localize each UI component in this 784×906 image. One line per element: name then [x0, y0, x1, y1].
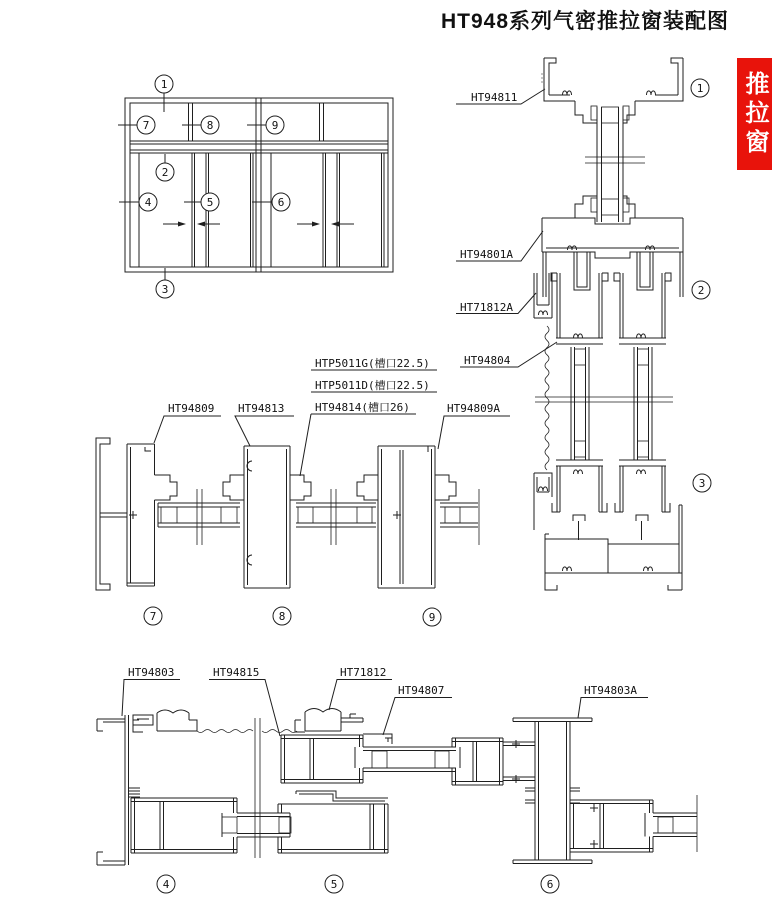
part-label-ht94801a: HT94801A [460, 248, 513, 261]
balloon-6 [541, 875, 559, 893]
leader-ht71812 [329, 680, 392, 711]
balloon-3 [156, 280, 174, 298]
svg-text:9: 9 [271, 119, 279, 132]
svg-text:3: 3 [161, 283, 169, 296]
glass-spacer [602, 107, 619, 123]
svg-text:6: 6 [546, 878, 554, 891]
jamb-profile-ht94809 [96, 438, 177, 590]
part-label-htp5011g: HTP5011G(槽口22.5) [315, 357, 430, 370]
balloon-9 [266, 116, 284, 134]
sash-box-d5-bottom [278, 804, 388, 853]
elevation-frame [125, 98, 393, 272]
balloon-5 [325, 875, 343, 893]
leader-ht94815 [209, 680, 280, 737]
svg-text:4: 4 [144, 196, 152, 209]
svg-text:2: 2 [697, 284, 705, 297]
part-label-ht94807: HT94807 [398, 684, 445, 697]
svg-text:8: 8 [278, 610, 286, 623]
part-label-ht94803a: HT94803A [584, 684, 637, 697]
part-label-ht71812a: HT71812A [460, 301, 513, 314]
sash-rails [556, 338, 666, 344]
arrow-right-icon [178, 222, 186, 227]
leader-ht94803a [578, 698, 648, 719]
balloon-5 [201, 193, 219, 211]
leader-ht94803 [122, 680, 180, 717]
balloon-4 [157, 875, 175, 893]
break-line [197, 489, 202, 545]
part-label-ht94804: HT94804 [464, 354, 511, 367]
part-label-ht94811: HT94811 [471, 91, 518, 104]
svg-text:8: 8 [206, 119, 214, 132]
frame-jamb-ht94803 [97, 715, 140, 865]
balloon-7 [144, 607, 162, 625]
leader-ht94809 [154, 416, 221, 443]
page-title: HT948系列气密推拉窗装配图 [440, 10, 730, 33]
lower-glass-units [571, 347, 652, 460]
break-line [585, 157, 645, 163]
balloon-7 [137, 116, 155, 134]
svg-text:1: 1 [696, 82, 704, 95]
svg-text:9: 9 [428, 611, 436, 624]
sill-profile [545, 505, 682, 590]
pile-seal-wavy [262, 730, 297, 733]
balloon-1 [691, 79, 709, 97]
balloon-8 [201, 116, 219, 134]
glazing-gasket [623, 106, 629, 120]
balloon-2 [156, 163, 174, 181]
break-line [331, 489, 336, 545]
svg-text:4: 4 [162, 878, 170, 891]
part-label-ht94815: HT94815 [213, 666, 260, 679]
svg-text:6: 6 [277, 196, 285, 209]
mid-horizontal-sections [96, 356, 510, 626]
glazing-gasket [591, 106, 597, 120]
svg-text:3: 3 [698, 477, 706, 490]
glass-d4 [237, 813, 290, 837]
svg-text:1: 1 [160, 78, 168, 91]
part-label-ht94803: HT94803 [128, 666, 175, 679]
part-label-ht94809: HT94809 [168, 402, 215, 415]
sash-box-d5-top [281, 735, 363, 783]
upper-glass-unit [597, 107, 623, 222]
balloon-8 [273, 607, 291, 625]
arrow-left-icon [331, 222, 339, 227]
svg-text:7: 7 [149, 610, 157, 623]
balloon-4 [139, 193, 157, 211]
balloon-6 [272, 193, 290, 211]
vertical-section [456, 58, 711, 590]
balloon-9 [423, 608, 441, 626]
part-label-htp5011d: HTP5011D(槽口22.5) [315, 379, 430, 392]
part-label-ht94813: HT94813 [238, 402, 285, 415]
bottom-horizontal-sections [97, 666, 697, 893]
glass-spacer [602, 199, 619, 215]
sash-cap-piece [133, 710, 197, 732]
cap-ht71812 [295, 709, 363, 733]
interlock-d5 [296, 791, 388, 801]
elevation-view [118, 75, 393, 298]
part-label-ht94809a: HT94809A [447, 402, 500, 415]
balloon-1 [155, 75, 173, 93]
balloon-3 [693, 474, 711, 492]
svg-text:7: 7 [142, 119, 150, 132]
sash-box-d6-right [570, 800, 653, 852]
leader-ht94807 [383, 698, 452, 736]
leader-ht94813 [235, 416, 294, 446]
svg-text:2: 2 [161, 166, 169, 179]
arrow-right-icon [312, 222, 320, 227]
track-ht94807 [363, 734, 392, 744]
leader-ht94809a [438, 416, 510, 449]
pile-seal-wavy [197, 730, 253, 733]
svg-text:5: 5 [206, 196, 214, 209]
sash-box-d6-left [452, 738, 535, 785]
part-label-ht94814: HT94814(槽口26) [315, 401, 410, 414]
svg-text:5: 5 [330, 878, 338, 891]
part-label-ht71812: HT71812 [340, 666, 387, 679]
balloon-2 [692, 281, 710, 299]
category-tab-label: 推拉窗 [741, 70, 768, 158]
mullion-ht94803a [513, 718, 592, 864]
arrow-left-icon [197, 222, 205, 227]
sash-box-d4 [131, 798, 237, 853]
